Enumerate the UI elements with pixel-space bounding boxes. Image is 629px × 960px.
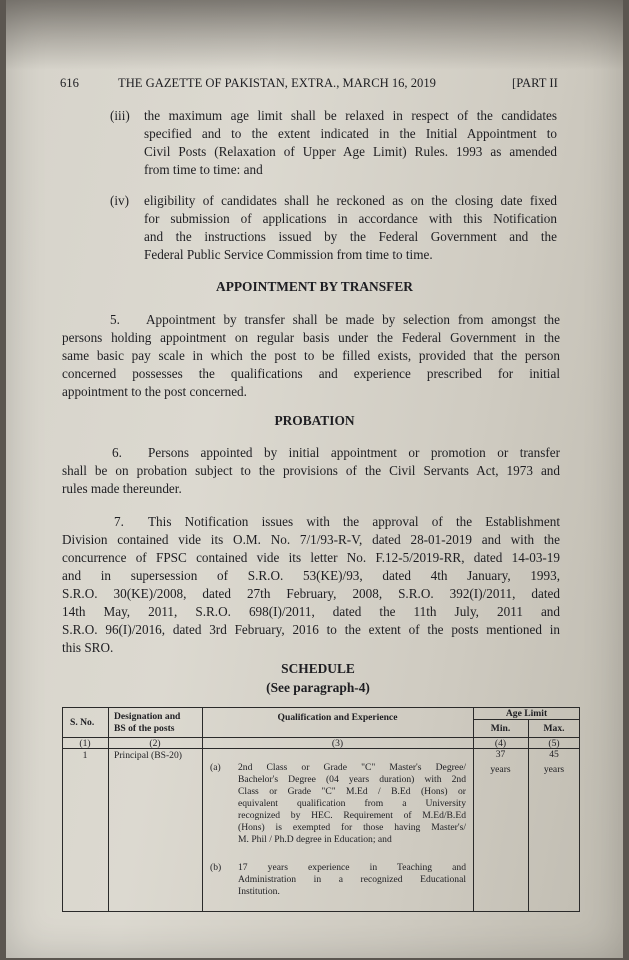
- paragraph-5-line: Appointment by transfer shall be made by selection from amongst the: [146, 312, 560, 327]
- schedule-subtitle: (See paragraph-4): [266, 680, 370, 695]
- col-number: (3): [331, 738, 344, 749]
- paragraph-7-line: S.R.O. 96(I)/2016, dated 3rd February, 2016 to the extent of the posts mentioned in: [62, 622, 560, 637]
- appointment-heading: APPOINTMENT BY TRANSFER: [216, 279, 413, 294]
- item-a-marker: (a): [210, 762, 221, 773]
- item-a-line: equivalent qualification from a University: [238, 798, 466, 809]
- col-number: (4): [494, 738, 507, 749]
- item-a-line: Class or Grade "C" M.Ed / B.Ed (Hons) or: [238, 786, 466, 797]
- row-sno: 1: [82, 750, 88, 761]
- item-a-line: 2nd Class or Grade "C" Master's Degree/: [238, 762, 466, 773]
- paragraph-5-number: 5.: [110, 312, 120, 327]
- max-age-value: 45: [549, 749, 559, 760]
- paragraph-5-line: concerned possesses the qualifications and experience prescribed for initial: [62, 366, 560, 381]
- paragraph-7-line: 14th May, 2011, S.R.O. 698(I)/2011, dated the 11th July, 2011 and: [62, 604, 560, 619]
- item-a-line: M. Phil / Ph.D degree in Education; and: [238, 834, 392, 845]
- clause-iv-marker: (iv): [110, 193, 130, 208]
- clause-iv-line: and the instructions issued by the Federal Government and the: [144, 229, 557, 244]
- header-designation: Designation and: [114, 711, 181, 722]
- probation-heading: PROBATION: [274, 413, 355, 428]
- item-a-line: Bachelor's Degree (04 years duration) with 2nd: [238, 774, 466, 785]
- clause-iii-marker: (iii): [110, 108, 130, 123]
- header-sno: S. No.: [70, 717, 95, 728]
- paragraph-7-number: 7.: [114, 514, 124, 529]
- part-label: [PART II: [512, 76, 558, 90]
- page-number: 616: [60, 76, 79, 90]
- item-b-line: Administration in a recognized Educational: [238, 874, 466, 885]
- paragraph-6-line: rules made thereunder.: [62, 481, 182, 496]
- clause-iv-line: Federal Public Service Commission from time to time.: [144, 247, 433, 262]
- paragraph-7-line: S.R.O. 30(KE)/2008, dated 27th February, 2008, S.R.O. 392(I)/2011, dated: [62, 586, 560, 601]
- item-b-marker: (b): [210, 862, 222, 873]
- header-designation: BS of the posts: [114, 723, 175, 734]
- item-b-line: Institution.: [238, 886, 280, 897]
- clause-iii-line: Civil Posts (Relaxation of Upper Age Limit) Rules. 1993 as amended: [144, 144, 557, 159]
- clause-iv-line: eligibility of candidates shall he reckoned as on the closing date fixed: [144, 193, 557, 208]
- col-number: (1): [79, 738, 91, 749]
- item-a-line: (Hons) is exempted for those having Master's/: [238, 822, 466, 833]
- paragraph-5-line: same basic pay scale in which the post to be filled exists, provided that the person: [62, 348, 560, 363]
- paragraph-5-line: appointment to the post concerned.: [62, 384, 247, 399]
- paragraph-6-line: Persons appointed by initial appointment or promotion or transfer: [148, 445, 560, 460]
- row-designation: Principal (BS-20): [114, 750, 182, 761]
- page-shadow: [6, 0, 623, 70]
- item-a-line: recognized by HEC. Requirement of M.Ed/B.Ed: [238, 810, 466, 821]
- item-b-line: 17 years experience in Teaching and: [238, 862, 466, 873]
- clause-iii-line: the maximum age limit shall be relaxed in respect of the candidates: [144, 108, 557, 123]
- paragraph-7-line: this SRO.: [62, 640, 114, 655]
- paragraph-6-number: 6.: [112, 445, 122, 460]
- paragraph-7-line: This Notification issues with the approval of the Establishment: [148, 514, 560, 529]
- clause-iii-line: specified and to the extent indicated in the Initial Appointment to: [144, 126, 557, 141]
- col-number: (2): [149, 738, 161, 749]
- table-border-bottom: [62, 911, 580, 912]
- header-max: Max.: [543, 723, 565, 734]
- min-age-value: 37: [495, 749, 506, 760]
- gazette-title: THE GAZETTE OF PAKISTAN, EXTRA., MARCH 16, 2019: [118, 76, 436, 90]
- header-age-limit: Age Limit: [505, 708, 548, 719]
- paragraph-5-line: persons holding appointment on regular basis under the Federal Government in the: [62, 330, 560, 345]
- min-age-unit: years: [490, 764, 511, 775]
- schedule-table: [62, 707, 580, 912]
- header-qualification: Qualification and Experience: [277, 712, 398, 723]
- header-min: Min.: [490, 723, 511, 734]
- paragraph-7-line: Division contained vide its O.M. No. 7/1/93-R-V, dated 28-01-2019 and with the: [62, 532, 560, 547]
- clause-iii-line: from time to time: and: [144, 162, 263, 177]
- schedule-title: SCHEDULE: [281, 661, 355, 676]
- paragraph-7-line: and in supersession of S.R.O. 53(KE)/93, dated 4th January, 1993,: [62, 568, 560, 583]
- gazette-page: [6, 0, 623, 958]
- paragraph-6-line: shall be on probation subject to the provisions of the Civil Servants Act, 1973 and: [62, 463, 560, 478]
- col-number: (5): [548, 738, 560, 749]
- clause-iv-line: for submission of applications in accordance with this Notification: [144, 211, 557, 226]
- paragraph-7-line: concurrence of FPSC contained vide its letter No. F.12-5/2019-RR, dated 14-03-19: [62, 550, 560, 565]
- max-age-unit: years: [543, 764, 565, 775]
